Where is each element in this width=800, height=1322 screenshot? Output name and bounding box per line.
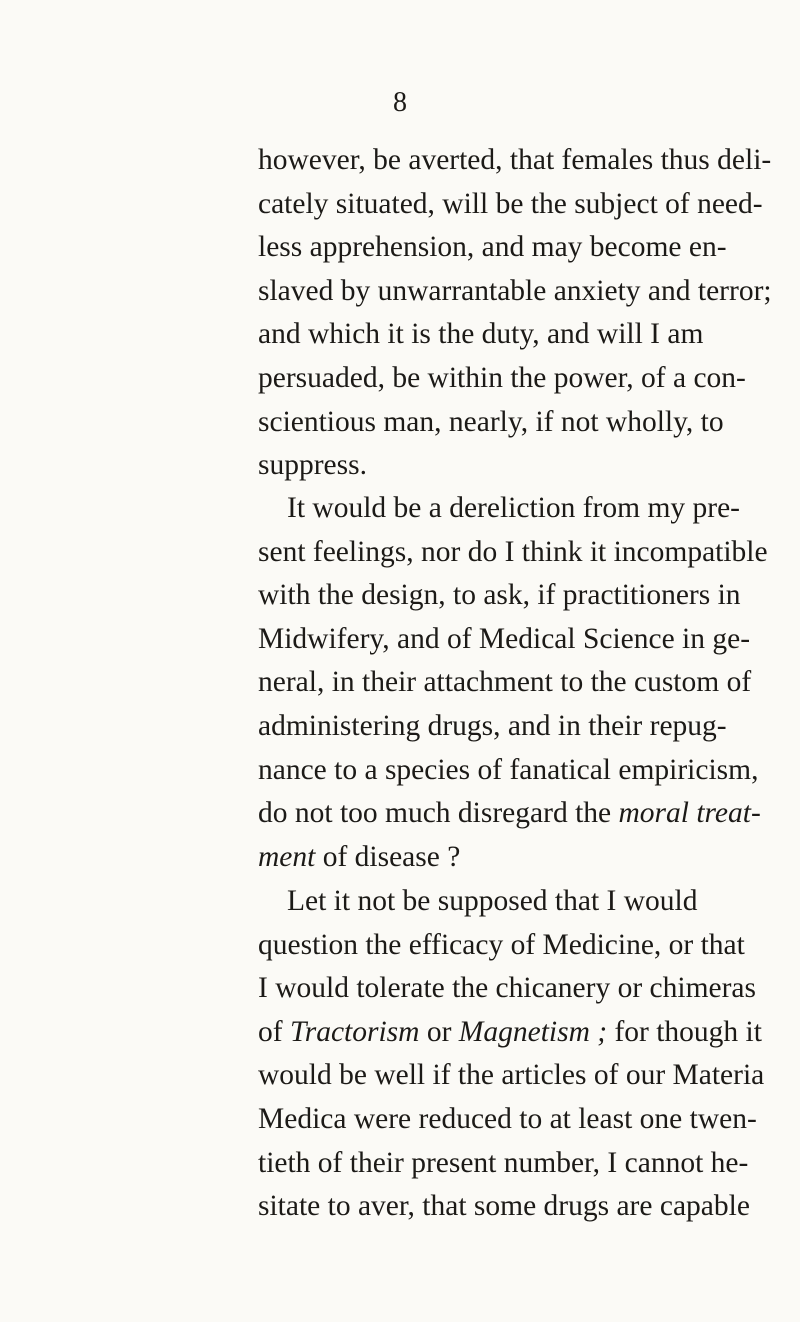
- italic-term: Magnetism ;: [458, 1015, 608, 1048]
- text-line: slaved by unwarrantable anxiety and terror;: [258, 274, 772, 307]
- text-line: Let it not be supposed that I would: [287, 885, 698, 917]
- text-line: neral, in their attachment to the custom of: [258, 666, 752, 699]
- text-line: sent feelings, nor do I think it incompatible: [258, 535, 768, 568]
- text-segment: do not too much disregard the: [258, 797, 612, 830]
- text-line: administering drugs, and in their repug-: [258, 709, 727, 742]
- italic-term: Tractorism: [289, 1015, 420, 1048]
- text-segment: of: [258, 1015, 283, 1048]
- paragraph-2: [258, 487, 768, 879]
- text-line: [258, 836, 630, 880]
- text-line: less apprehension, and may become en-: [258, 231, 727, 264]
- italic-term: moral treat-: [618, 797, 761, 830]
- text-line: [258, 792, 761, 836]
- text-line: suppress.: [258, 449, 367, 482]
- text-line: sitate to aver, that some drugs are capable: [258, 1190, 750, 1223]
- text-line: with the design, to ask, if practitioners in: [258, 579, 741, 612]
- text-line: would be well if the articles of our Materia: [258, 1059, 765, 1092]
- text-segment: for though it: [614, 1015, 762, 1048]
- page-number: 8: [393, 87, 407, 118]
- text-line: It would be a dereliction from my pre-: [287, 492, 741, 524]
- text-line: Midwifery, and of Medical Science in ge-: [258, 622, 751, 655]
- text-line: persuaded, be within the power, of a con-: [258, 361, 746, 394]
- text-segment: or: [426, 1015, 452, 1048]
- text-line: cately situated, will be the subject of need-: [258, 187, 763, 220]
- text-line: Medica were reduced to at least one twen-: [258, 1102, 757, 1135]
- text-line: [258, 1011, 762, 1055]
- text-line: scientious man, nearly, if not wholly, to: [258, 405, 724, 438]
- text-line: nance to a species of fanatical empiricism,: [258, 753, 759, 786]
- text-line: I would tolerate the chicanery or chimeras: [258, 972, 756, 1005]
- paragraph-1: [258, 139, 772, 488]
- text-line: question the efficacy of Medicine, or that: [258, 928, 745, 961]
- text-line: tieth of their present number, I cannot he-: [258, 1146, 749, 1179]
- italic-term: ment: [258, 840, 316, 873]
- text-line: however, be averted, that females thus deli-: [258, 144, 772, 176]
- paragraph-3: [258, 880, 765, 1229]
- text-line: and which it is the duty, and will I am: [258, 318, 704, 351]
- text-segment: of disease ?: [322, 840, 461, 873]
